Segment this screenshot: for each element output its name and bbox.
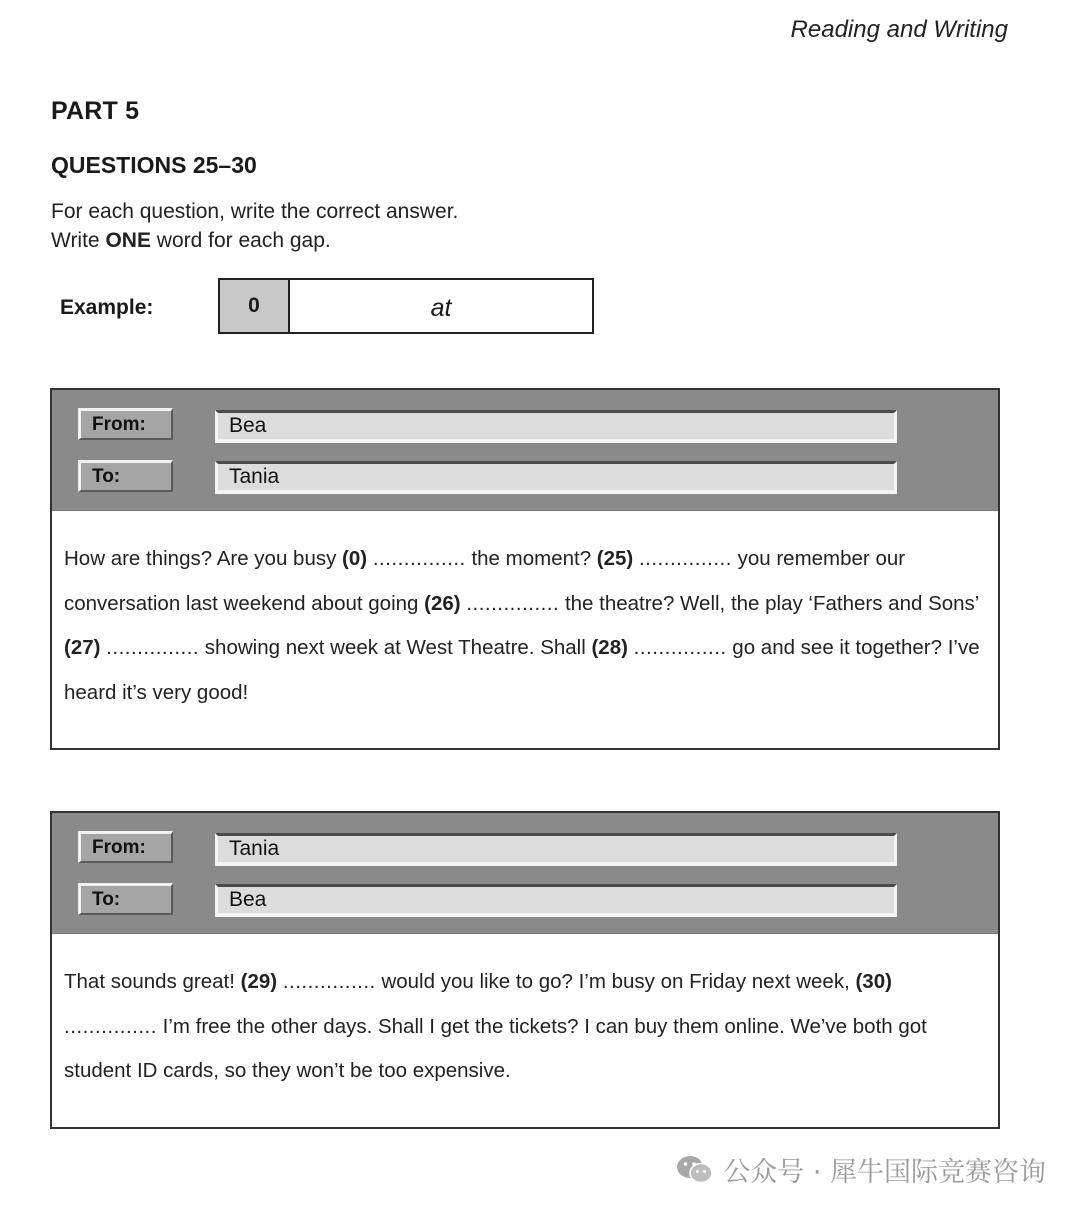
email-header [52, 390, 998, 511]
gap-28[interactable]: ............... [633, 636, 727, 659]
example-answer: at [430, 293, 452, 322]
to-label: To: [78, 460, 173, 492]
section-header: Reading and Writing [790, 16, 1008, 43]
text: you remember our conversation last weekend about going [64, 547, 906, 615]
to-field: Bea [215, 884, 897, 917]
email-2 [50, 811, 1000, 1129]
text: I’m free the other days. Shall I get the tickets? I can buy them online. We’ve both got student ID cards, so they won’t be too expensive. [64, 1014, 927, 1082]
gap-number-30: (30) [855, 970, 892, 993]
gap-0: ............... [372, 547, 466, 570]
gap-number-0: (0) [342, 547, 368, 570]
email-1 [50, 388, 1000, 750]
gap-29[interactable]: ............... [282, 970, 376, 993]
example-box [218, 278, 594, 334]
instruction-line-1: For each question, write the correct answer. [51, 200, 459, 223]
gap-number-26: (26) [424, 591, 461, 615]
watermark-text: 公众号 · 犀牛国际竞赛咨询 [723, 1157, 1046, 1188]
questions-title: QUESTIONS 25–30 [51, 152, 257, 178]
gap-26[interactable]: ............... [466, 591, 560, 615]
gap-number-27: (27) [64, 636, 101, 659]
to-field: Tania [215, 461, 897, 494]
gap-30[interactable]: ............... [64, 1014, 157, 1038]
text: the theatre? Well, the play ‘Fathers and Sons’ [559, 591, 979, 615]
instruction-line-2 [51, 229, 331, 253]
text: How are things? Are you busy [64, 547, 343, 570]
instruction-emphasis: ONE [105, 229, 151, 252]
email-body [52, 511, 998, 715]
text: the moment? [465, 547, 597, 570]
text: That sounds great! [64, 970, 241, 993]
email-body [52, 934, 998, 1094]
example-label: Example: [60, 296, 154, 319]
gap-number-29: (29) [240, 970, 278, 993]
example-number: 0 [220, 280, 290, 332]
watermark [675, 1150, 1046, 1189]
gap-27[interactable]: ............... [106, 636, 200, 659]
text: go and see it together? I’ve heard it’s very good! [64, 636, 980, 704]
from-field: Bea [215, 410, 897, 443]
email-header [52, 813, 998, 934]
instruction-text: word for each gap. [150, 229, 331, 252]
wechat-icon [675, 1154, 715, 1186]
to-label: To: [78, 883, 173, 915]
text: showing next week at West Theatre. Shall [199, 636, 592, 659]
text: would you like to go? I’m busy on Friday next week, [375, 970, 856, 993]
from-label: From: [78, 831, 173, 863]
instruction-text: Write [51, 229, 106, 252]
gap-number-28: (28) [591, 636, 628, 659]
part-title: PART 5 [51, 97, 140, 125]
gap-25[interactable]: ............... [638, 547, 732, 570]
gap-number-25: (25) [596, 547, 634, 570]
from-field: Tania [215, 833, 897, 866]
from-label: From: [78, 408, 173, 440]
